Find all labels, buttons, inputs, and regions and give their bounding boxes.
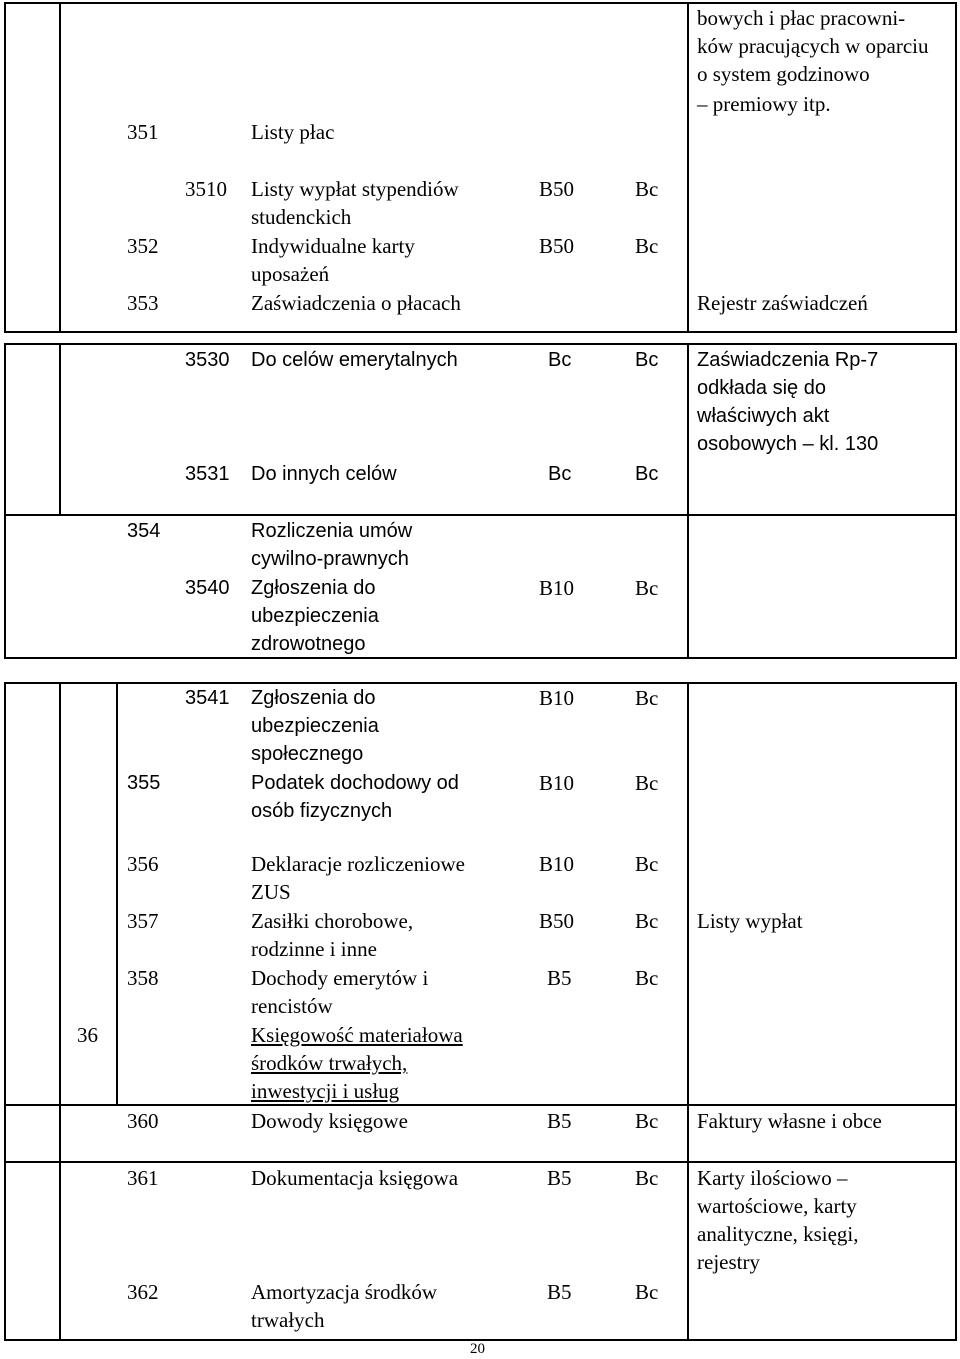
row-note: odkłada się do [697,377,826,399]
row-code: 354 [127,520,161,542]
row-name: Listy płac [251,120,335,144]
row-code: 3510 [185,177,227,201]
row-name: rodzinne i inne [251,937,377,961]
row-code: 358 [127,966,159,990]
page-number: 20 [470,1341,485,1357]
rule [59,2,61,333]
row-name: Zgłoszenia do [251,577,376,599]
header-note-line: ków pracujących w oparciu o system godzinowo [697,34,929,86]
rule [4,331,957,333]
rule [955,1162,957,1341]
header-note-line: bowych i płac pracowni- [697,6,906,30]
header-note-line: – premiowy itp. [697,92,831,116]
rule [687,682,689,1163]
row-category: B5 [547,1280,572,1304]
rule [4,682,957,684]
row-category: B10 [539,686,575,710]
rule [4,343,957,345]
row-name: studenckich [251,205,352,229]
row-category: B50 [539,177,575,201]
row-code: 362 [127,1280,159,1304]
row-code: 356 [127,852,159,876]
row-category: Bc [635,966,659,990]
rule [4,657,957,659]
rule [59,343,61,516]
row-category: Bc [548,349,572,371]
rule [4,1104,957,1106]
row-category: B10 [539,852,575,876]
row-category: Bc [635,463,659,485]
row-note: osobowych – kl. 130 [697,433,879,455]
row-code: 353 [127,291,159,315]
row-name: zdrowotnego [251,633,366,655]
section-heading: Księgowość materiałowa [251,1023,463,1047]
row-name: Dochody emerytów i [251,966,429,990]
row-category: B5 [547,1166,572,1190]
row-note: analityczne, księgi, [697,1222,859,1246]
row-code: 357 [127,909,159,933]
row-code: 351 [127,120,159,144]
row-name: Dowody księgowe [251,1109,408,1133]
row-note: Listy wypłat [697,909,803,933]
rule [955,2,957,333]
row-note: rejestry [697,1250,760,1274]
rule [4,1161,957,1163]
row-code: 3540 [185,577,230,599]
rule [4,516,6,659]
row-category: Bc [635,771,659,795]
row-note: właściwych akt [697,405,830,427]
rule [116,682,118,1106]
rule [955,343,957,516]
row-category: B10 [539,576,575,600]
row-name: trwałych [251,1308,325,1332]
row-category: Bc [635,349,659,371]
row-name: Rozliczenia umów [251,520,413,542]
row-name: Deklaracje rozliczeniowe [251,852,465,876]
row-category: Bc [635,909,659,933]
rule [687,343,689,516]
row-category: Bc [635,1166,659,1190]
row-name: Indywidualne karty [251,234,415,258]
rule [4,2,6,333]
rule [955,682,957,1163]
row-code: 355 [127,772,161,794]
row-code: 36 [77,1023,98,1047]
rule [4,343,6,516]
row-name: Listy wypłat stypendiów [251,177,459,201]
row-name: ubezpieczenia [251,715,379,737]
row-note: Zaświadczenia Rp-7 [697,349,879,371]
row-category: Bc [635,1280,659,1304]
rule [59,682,61,1163]
row-name: Zasiłki chorobowe, [251,909,414,933]
row-note: Faktury własne i obce [697,1109,882,1133]
row-category: Bc [548,463,572,485]
row-category: Bc [635,234,659,258]
row-name: uposażeń [251,262,330,286]
row-name: ZUS [251,880,291,904]
row-category: Bc [635,576,659,600]
row-category: Bc [635,1109,659,1133]
rule [59,1162,61,1341]
rule [687,516,689,659]
row-code: 3541 [185,687,230,709]
section-heading: inwestycji i usług [251,1079,400,1103]
row-code: 3530 [185,349,230,371]
row-note: wartościowe, karty [697,1194,857,1218]
row-code: 352 [127,234,159,258]
row-name: Amortyzacja środków [251,1280,438,1304]
row-name: osób fizycznych [251,800,393,822]
row-name: Zgłoszenia do [251,687,376,709]
row-category: Bc [635,177,659,201]
row-category: Bc [635,852,659,876]
row-category: B50 [539,909,575,933]
row-code: 360 [127,1109,159,1133]
row-name: rencistów [251,994,333,1018]
rule [955,516,957,659]
row-name: Podatek dochodowy od [251,772,459,794]
row-category: B5 [547,1109,572,1133]
rule [687,1162,689,1341]
row-category: Bc [635,686,659,710]
row-name: Zaświadczenia o płacach [251,291,461,315]
row-name: ubezpieczenia [251,605,379,627]
row-category: B5 [547,966,572,990]
row-name: Do innych celów [251,463,397,485]
row-category: B10 [539,771,575,795]
row-category: B50 [539,234,575,258]
row-note: Karty ilościowo – [697,1166,848,1190]
section-heading: środków trwałych, [251,1051,408,1075]
row-name: społecznego [251,743,364,765]
rule [4,1162,6,1341]
row-code: 361 [127,1166,159,1190]
rule [4,682,6,1163]
row-note: Rejestr zaświadczeń [697,291,868,315]
row-code: 3531 [185,463,230,485]
row-name: Do celów emerytalnych [251,349,458,371]
row-name: Dokumentacja księgowa [251,1166,459,1190]
rule [687,2,689,333]
row-name: cywilno-prawnych [251,548,409,570]
rule [4,514,957,516]
